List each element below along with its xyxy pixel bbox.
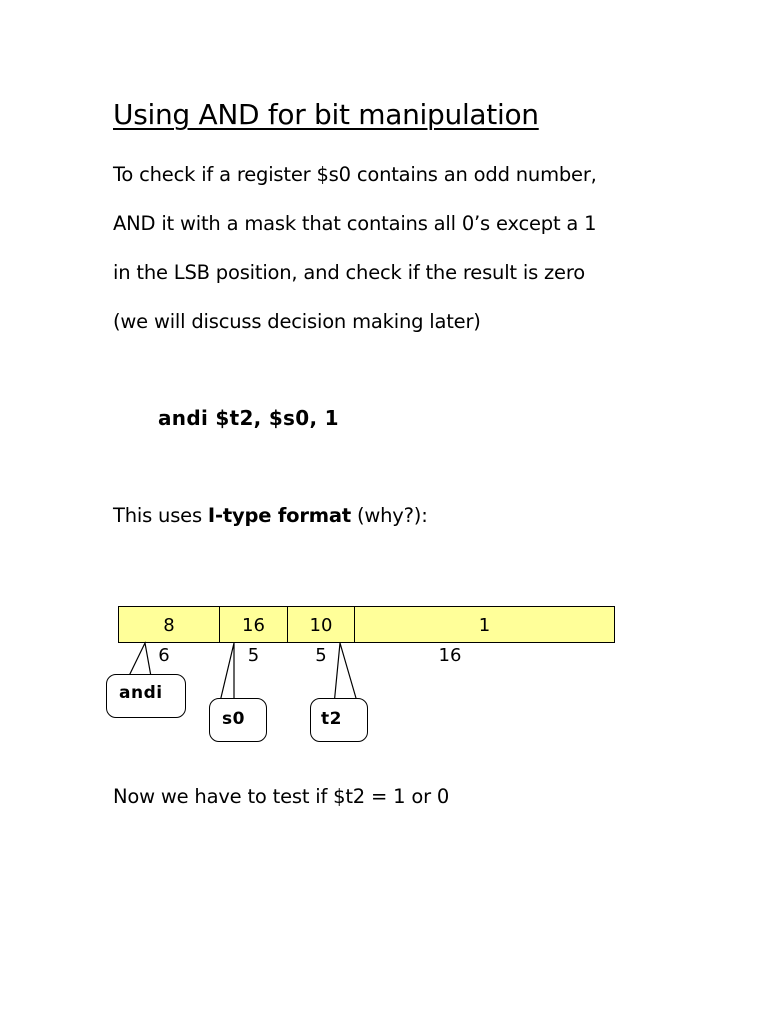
field-immediate-value: 1 <box>478 615 491 636</box>
final-line: Now we have to test if $t2 = 1 or 0 <box>113 785 450 808</box>
field-immediate-width: 16 <box>438 645 462 666</box>
callout-rt-label: t2 <box>321 709 342 729</box>
field-immediate <box>354 606 615 643</box>
format-line-bold: I-type format <box>207 504 351 527</box>
paragraph-line-3: in the LSB position, and check if the result is zero <box>113 261 585 284</box>
paragraph-line-2: AND it with a mask that contains all 0’s except a 1 <box>113 212 597 235</box>
paragraph-line-4: (we will discuss decision making later) <box>113 310 481 333</box>
instruction-code: andi $t2, $s0, 1 <box>158 406 339 430</box>
field-rt-width: 5 <box>315 645 327 666</box>
field-rs-width: 5 <box>247 645 260 666</box>
field-opcode-value: 8 <box>163 615 175 636</box>
format-line-suffix: (why?): <box>350 504 428 527</box>
field-opcode-width: 6 <box>158 645 170 666</box>
callout-opcode <box>106 674 186 718</box>
format-line-prefix: This uses <box>113 504 208 527</box>
field-rt-value: 10 <box>309 615 333 636</box>
field-opcode <box>118 606 220 643</box>
field-rs-value: 16 <box>242 615 265 636</box>
callout-rt <box>310 698 368 742</box>
field-rt <box>287 606 355 643</box>
callout-opcode-label: andi <box>119 683 163 703</box>
format-line <box>113 504 428 527</box>
callout-rs <box>209 698 267 742</box>
field-rs <box>219 606 288 643</box>
paragraph-line-1: To check if a register $s0 contains an odd number, <box>113 163 597 186</box>
callout-rs-label: s0 <box>222 709 245 729</box>
page-title: Using AND for bit manipulation <box>113 98 539 131</box>
